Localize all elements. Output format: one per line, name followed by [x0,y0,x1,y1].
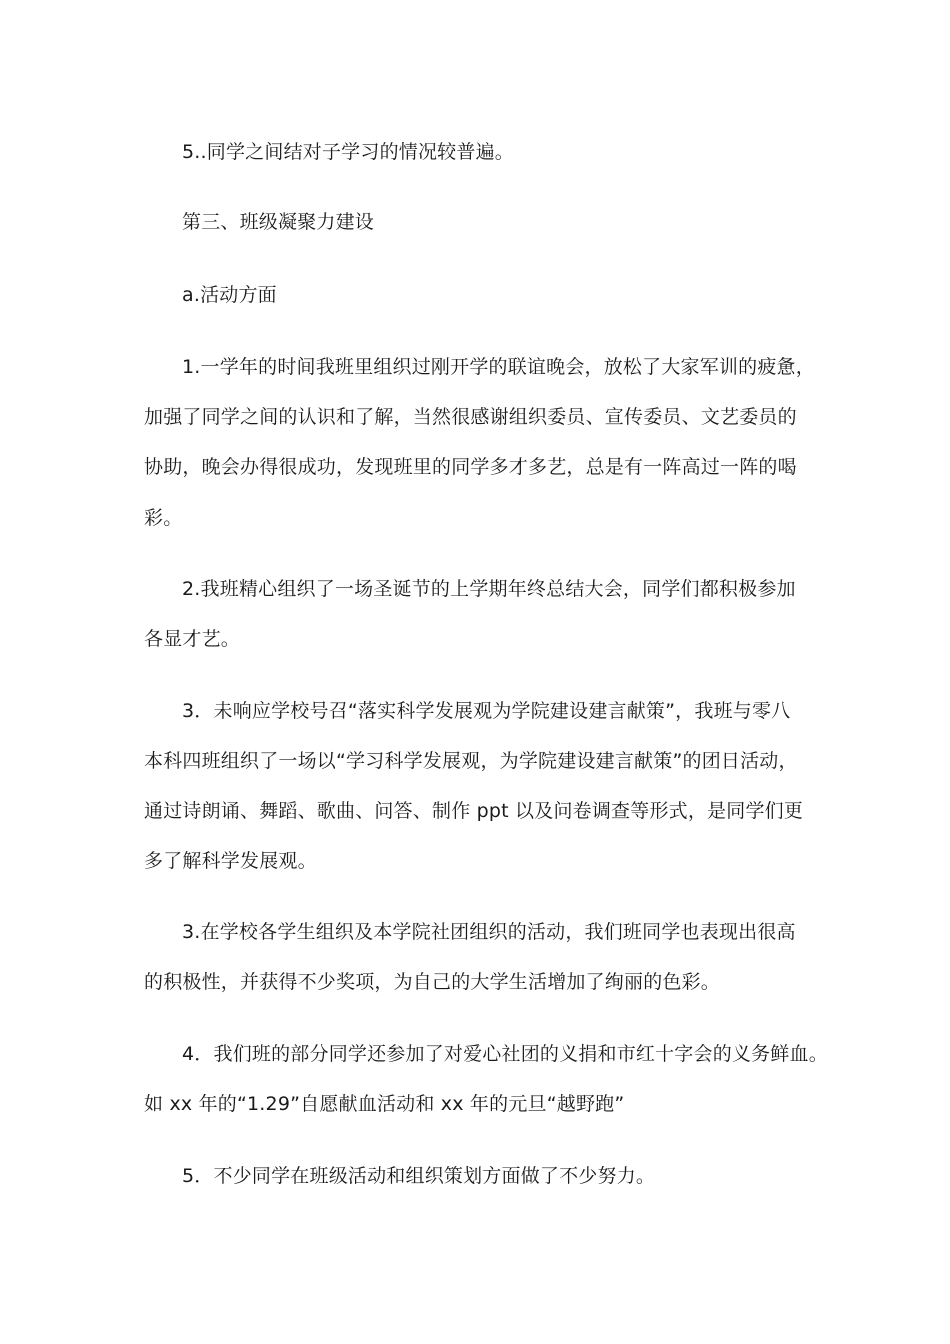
paragraph-line: 加强了同学之间的认识和了解，当然很感谢组织委员、宣传委员、文艺委员的 [144,406,797,428]
paragraph-line: 本科四班组织了一场以“学习科学发展观，为学院建设建言献策”的团日活动， [144,750,798,772]
paragraph-line: 通过诗朗诵、舞蹈、歌曲、问答、制作 ppt 以及问卷调查等形式，是同学们更 [144,800,804,822]
section-heading: 第三、班级凝聚力建设 [182,211,375,233]
paragraph-line: 5．不少同学在班级活动和组织策划方面做了不少努力。 [182,1165,656,1187]
paragraph-line: 多了解科学发展观。 [144,850,317,872]
paragraph-line: 3．未响应学校号召“落实科学发展观为学院建设建言献策”，我班与零八 [182,700,791,722]
paragraph-line: 的积极性，并获得不少奖项，为自己的大学生活增加了绚丽的色彩。 [144,971,721,993]
paragraph-line: 如 xx 年的“1.29”自愿献血活动和 xx 年的元旦“越野跑” [144,1093,625,1115]
paragraph-line: 3.在学校各学生组织及本学院社团组织的活动，我们班同学也表现出很高 [182,921,796,943]
paragraph-line: 彩。 [144,507,183,529]
paragraph-line: 4．我们班的部分同学还参加了对爱心社团的义捐和市红十字会的义务鲜血。 [182,1043,828,1065]
paragraph-line: 各显才艺。 [144,628,241,650]
paragraph-line: 协助，晚会办得很成功，发现班里的同学多才多艺，总是有一阵高过一阵的喝 [144,456,797,478]
paragraph-line: 2.我班精心组织了一场圣诞节的上学期年终总结大会，同学们都积极参加 [182,578,796,600]
subsection-heading: a.活动方面 [182,284,277,306]
paragraph-line: 5..同学之间结对子学习的情况较普遍。 [182,141,514,163]
paragraph-line: 1.一学年的时间我班里组织过刚开学的联谊晚会，放松了大家军训的疲惫， [182,356,815,378]
